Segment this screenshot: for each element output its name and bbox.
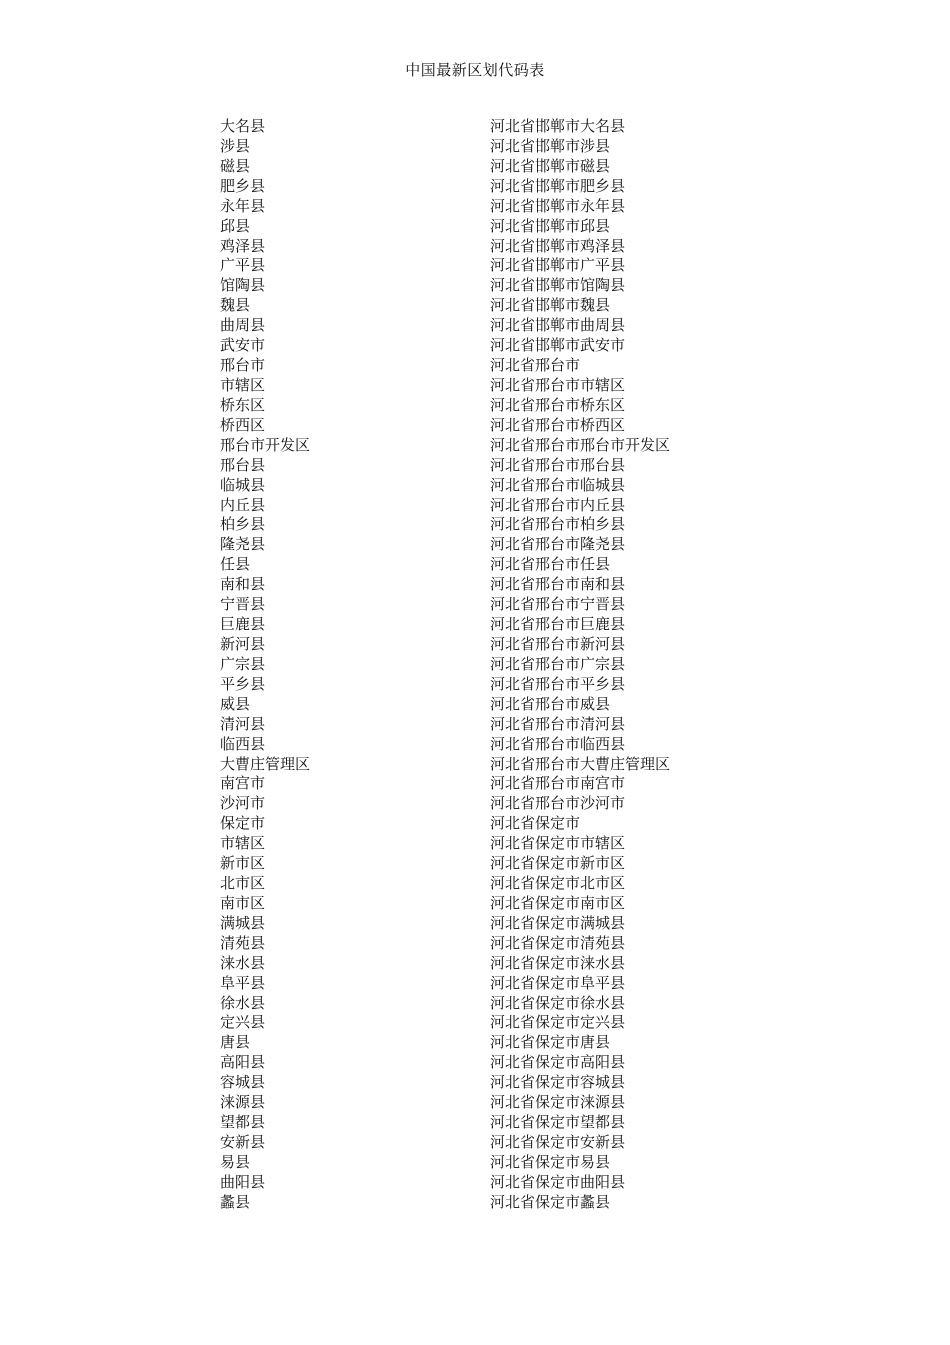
table-row [220,1153,780,1173]
region-name-cell: 临西县 [220,734,266,753]
region-name-cell: 大曹庄管理区 [220,754,311,773]
table-row [220,934,780,954]
region-name-cell: 市辖区 [220,375,266,394]
region-name-cell: 桥西区 [220,415,266,434]
table-row [220,515,780,535]
region-full-name-cell: 河北省保定市 [490,814,581,833]
region-full-name-cell: 河北省保定市新市区 [490,854,626,873]
region-name-cell: 清河县 [220,714,266,733]
region-name-cell: 阜平县 [220,973,266,992]
region-name-cell: 邢台市 [220,356,266,375]
table-row [220,595,780,615]
table-row [220,914,780,934]
table-row [220,715,780,735]
region-name-cell: 涞水县 [220,953,266,972]
region-name-cell: 威县 [220,694,251,713]
region-name-cell: 武安市 [220,336,266,355]
region-name-cell: 任县 [220,555,251,574]
table-row [220,476,780,496]
region-name-cell: 宁晋县 [220,595,266,614]
region-name-cell: 新市区 [220,854,266,873]
region-full-name-cell: 河北省邢台市隆尧县 [490,535,626,554]
region-name-cell: 魏县 [220,296,251,315]
region-full-name-cell: 河北省邯郸市邱县 [490,216,611,235]
region-full-name-cell: 河北省邢台市任县 [490,555,611,574]
region-full-name-cell: 河北省邯郸市广平县 [490,256,626,275]
region-full-name-cell: 河北省邢台市广宗县 [490,654,626,673]
table-row [220,1073,780,1093]
region-full-name-cell: 河北省保定市北市区 [490,874,626,893]
region-name-cell: 临城县 [220,475,266,494]
region-name-cell: 桥东区 [220,395,266,414]
table-row [220,794,780,814]
region-name-cell: 永年县 [220,196,266,215]
region-full-name-cell: 河北省邯郸市曲周县 [490,316,626,335]
region-name-cell: 广宗县 [220,654,266,673]
region-full-name-cell: 河北省保定市安新县 [490,1133,626,1152]
region-full-name-cell: 河北省保定市曲阳县 [490,1172,626,1191]
table-row [220,137,780,157]
region-name-cell: 保定市 [220,814,266,833]
region-full-name-cell: 河北省邢台市市辖区 [490,375,626,394]
region-full-name-cell: 河北省保定市市辖区 [490,834,626,853]
region-name-cell: 南宫市 [220,774,266,793]
region-name-cell: 邱县 [220,216,251,235]
region-name-cell: 邢台市开发区 [220,435,311,454]
table-row [220,496,780,516]
region-full-name-cell: 河北省邢台市南宫市 [490,774,626,793]
table-row [220,874,780,894]
region-name-cell: 巨鹿县 [220,615,266,634]
table-row [220,177,780,197]
region-full-name-cell: 河北省邢台市柏乡县 [490,515,626,534]
table-row [220,834,780,854]
region-full-name-cell: 河北省邢台市 [490,356,581,375]
region-full-name-cell: 河北省保定市徐水县 [490,993,626,1012]
region-full-name-cell: 河北省邢台市邢台市开发区 [490,435,671,454]
region-full-name-cell: 河北省邯郸市鸡泽县 [490,236,626,255]
region-full-name-cell: 河北省邢台市南和县 [490,575,626,594]
table-row [220,894,780,914]
region-full-name-cell: 河北省邢台市平乡县 [490,674,626,693]
region-name-cell: 馆陶县 [220,276,266,295]
table-row [220,456,780,476]
page-title: 中国最新区划代码表 [405,61,545,79]
region-full-name-cell: 河北省邯郸市永年县 [490,196,626,215]
table-row [220,1033,780,1053]
region-full-name-cell: 河北省邢台市临城县 [490,475,626,494]
region-name-cell: 市辖区 [220,834,266,853]
region-name-cell: 曲阳县 [220,1172,266,1191]
table-row [220,1013,780,1033]
region-name-cell: 南和县 [220,575,266,594]
table-row [220,1173,780,1193]
region-full-name-cell: 河北省邯郸市武安市 [490,336,626,355]
region-name-cell: 柏乡县 [220,515,266,534]
region-name-cell: 肥乡县 [220,176,266,195]
region-full-name-cell: 河北省邯郸市馆陶县 [490,276,626,295]
region-name-cell: 沙河市 [220,794,266,813]
region-name-cell: 安新县 [220,1133,266,1152]
table-row [220,117,780,137]
region-full-name-cell: 河北省保定市望都县 [490,1113,626,1132]
region-name-cell: 平乡县 [220,674,266,693]
region-name-cell: 唐县 [220,1033,251,1052]
region-full-name-cell: 河北省邢台市宁晋县 [490,595,626,614]
region-full-name-cell: 河北省邢台市沙河市 [490,794,626,813]
region-full-name-cell: 河北省保定市易县 [490,1152,611,1171]
table-row [220,535,780,555]
region-name-cell: 南市区 [220,893,266,912]
region-full-name-cell: 河北省邯郸市大名县 [490,117,626,135]
table-row [220,555,780,575]
table-row [220,814,780,834]
region-name-cell: 内丘县 [220,495,266,514]
table-row [220,416,780,436]
region-name-cell: 高阳县 [220,1053,266,1072]
region-name-cell: 满城县 [220,913,266,932]
region-full-name-cell: 河北省保定市蠡县 [490,1192,611,1211]
region-full-name-cell: 河北省邯郸市肥乡县 [490,176,626,195]
region-name-cell: 北市区 [220,874,266,893]
region-full-name-cell: 河北省邢台市威县 [490,694,611,713]
region-name-cell: 隆尧县 [220,535,266,554]
region-full-name-cell: 河北省保定市容城县 [490,1073,626,1092]
region-full-name-cell: 河北省邢台市临西县 [490,734,626,753]
table-row [220,1133,780,1153]
table-row [220,1193,780,1213]
region-full-name-cell: 河北省邢台市桥西区 [490,415,626,434]
region-name-cell: 曲周县 [220,316,266,335]
table-row [220,954,780,974]
table-row [220,336,780,356]
region-full-name-cell: 河北省邢台市邢台县 [490,455,626,474]
region-full-name-cell: 河北省保定市定兴县 [490,1013,626,1032]
region-name-cell: 新河县 [220,634,266,653]
region-name-cell: 易县 [220,1152,251,1171]
table-row [220,655,780,675]
region-full-name-cell: 河北省保定市南市区 [490,893,626,912]
region-name-cell: 涉县 [220,136,251,155]
table-row [220,217,780,237]
table-row [220,635,780,655]
table-row [220,237,780,257]
region-name-cell: 磁县 [220,156,251,175]
region-full-name-cell: 河北省保定市涞水县 [490,953,626,972]
table-row [220,854,780,874]
table-row [220,695,780,715]
table-row [220,276,780,296]
region-full-name-cell: 河北省保定市清苑县 [490,933,626,952]
region-name-cell: 涞源县 [220,1093,266,1112]
region-full-name-cell: 河北省保定市涞源县 [490,1093,626,1112]
region-full-name-cell: 河北省邯郸市魏县 [490,296,611,315]
table-row [220,615,780,635]
region-full-name-cell: 河北省邢台市大曹庄管理区 [490,754,671,773]
table-row [220,376,780,396]
table-row [220,197,780,217]
table-row [220,974,780,994]
table-row [220,994,780,1014]
table-row [220,356,780,376]
table-row [220,774,780,794]
region-full-name-cell: 河北省邢台市清河县 [490,714,626,733]
region-full-name-cell: 河北省邢台市新河县 [490,634,626,653]
region-full-name-cell: 河北省邯郸市涉县 [490,136,611,155]
table-row [220,316,780,336]
table-row [220,436,780,456]
region-name-cell: 定兴县 [220,1013,266,1032]
table-row [220,256,780,276]
table-row [220,1053,780,1073]
table-row [220,675,780,695]
table-row [220,1093,780,1113]
table-row [220,157,780,177]
region-full-name-cell: 河北省邢台市桥东区 [490,395,626,414]
region-full-name-cell: 河北省邢台市巨鹿县 [490,615,626,634]
table-row [220,1113,780,1133]
region-name-cell: 容城县 [220,1073,266,1092]
table-row [220,396,780,416]
table-row [220,296,780,316]
table-row [220,575,780,595]
region-name-cell: 邢台县 [220,455,266,474]
region-name-cell: 清苑县 [220,933,266,952]
region-table [220,117,780,1213]
region-name-cell: 蠡县 [220,1192,251,1211]
region-name-cell: 徐水县 [220,993,266,1012]
region-name-cell: 大名县 [220,117,266,135]
region-full-name-cell: 河北省邯郸市磁县 [490,156,611,175]
region-full-name-cell: 河北省邢台市内丘县 [490,495,626,514]
region-full-name-cell: 河北省保定市高阳县 [490,1053,626,1072]
region-name-cell: 广平县 [220,256,266,275]
region-name-cell: 鸡泽县 [220,236,266,255]
region-name-cell: 望都县 [220,1113,266,1132]
region-full-name-cell: 河北省保定市满城县 [490,913,626,932]
region-full-name-cell: 河北省保定市阜平县 [490,973,626,992]
table-row [220,735,780,755]
region-full-name-cell: 河北省保定市唐县 [490,1033,611,1052]
table-row [220,755,780,775]
